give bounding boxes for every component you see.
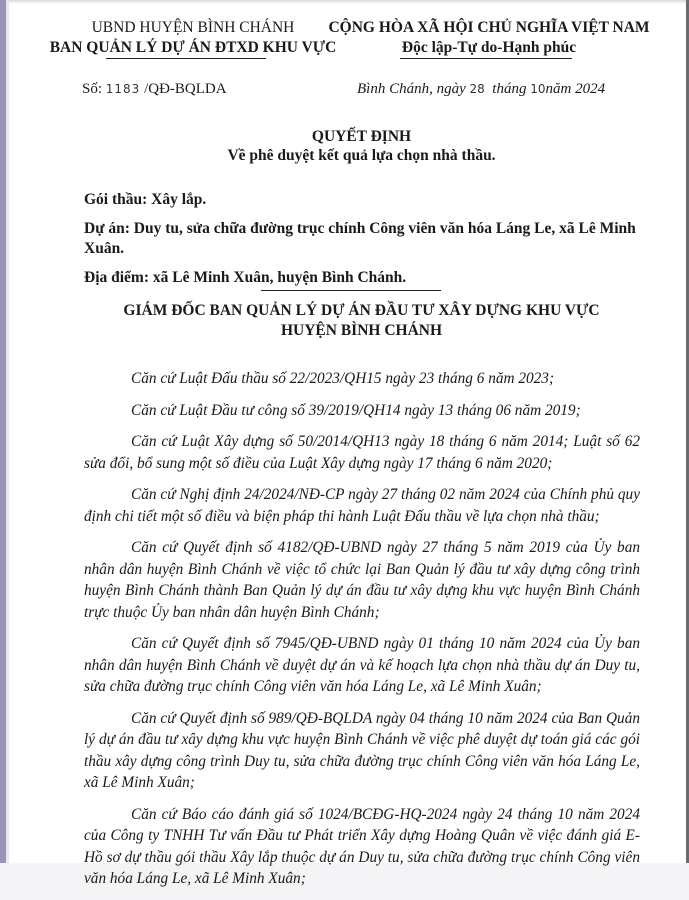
legal-basis-item: Căn cứ Quyết định số 7945/QĐ-UBND ngày 01 tháng 10 năm 2024 của Ủy ban nhân dân huyện Bình Chánh về duyệt dự án và kế hoạch lựa chọn nhà thầu dự án Duy tu, sửa chữa đường trục chính Công viên văn hóa Láng Le, xã Lê Minh Xuân; — [84, 635, 640, 695]
country-name: CỘNG HÒA XÃ HỘI CHỦ NGHĨA VIỆT NAM — [328, 19, 650, 36]
date-place: Bình Chánh, ngày — [357, 81, 466, 97]
document-header — [9, 18, 686, 78]
agency-name: BAN QUẢN LÝ DỰ ÁN ĐTXD KHU VỰC — [49, 39, 337, 56]
issuing-agency — [43, 18, 343, 58]
document-date — [357, 81, 605, 98]
motto: Độc lập-Tự do-Hạnh phúc — [401, 39, 577, 56]
handwritten-day: 28 — [469, 82, 485, 96]
legal-basis-item: Căn cứ Luật Xây dựng số 50/2014/QH13 ngày 18 tháng 6 năm 2014; Luật số 62 sửa đổi, bổ sung một số điều của Luật Xây dựng ngày 17 tháng 6 năm 2020; — [84, 433, 640, 472]
meta-package: Gói thầu: Xây lắp. — [84, 191, 207, 208]
number-prefix: Số: — [82, 81, 103, 97]
motto-underline — [400, 58, 572, 59]
document-number — [82, 81, 227, 98]
legal-basis-item: Căn cứ Quyết định số 4182/QĐ-UBND ngày 27 tháng 5 năm 2019 của Ủy ban nhân dân huyện Bình Chánh về việc tổ chức lại Ban Quản lý đầu tư xây dựng công trình huyện Bình Chánh thành Ban Quản lý dự án đầu tư xây dựng khu vực huyện Bình Chánh trực thuộc Ủy ban nhân dân huyện Bình Chánh; — [84, 539, 640, 621]
national-motto — [309, 18, 669, 58]
section-divider — [261, 290, 441, 291]
meta-project: Dự án: Duy tu, sửa chữa đường trục chính Công viên văn hóa Láng Le, xã Lê Minh Xuân. — [84, 220, 636, 257]
page-top-shadow — [9, 0, 686, 4]
legal-bases — [84, 368, 640, 900]
authority-line-2: HUYỆN BÌNH CHÁNH — [280, 322, 443, 339]
legal-basis-item: Căn cứ Nghị định 24/2024/NĐ-CP ngày 27 tháng 02 năm 2024 của Chính phủ quy định chi tiết một số điều và biện pháp thi hành Luật Đấu thầu về lựa chọn nhà thầu; — [84, 486, 640, 525]
number-suffix: /QĐ-BQLDA — [144, 81, 227, 97]
title-subtitle: Về phê duyệt kết quả lựa chọn nhà thầu. — [227, 147, 496, 164]
legal-basis-item: Căn cứ Quyết định số 989/QĐ-BQLDA ngày 04 tháng 10 năm 2024 của Ban Quản lý dự án đầu tư xây dựng khu vực huyện Bình Chánh về việc phê duyệt dự toán giá các gói thầu xây dựng công trình Duy tu, sửa chữa đường trục chính Công viên văn hóa Láng Le, xã Lê Minh Xuân; — [84, 709, 640, 791]
authority-line-1: GIÁM ĐỐC BAN QUẢN LÝ DỰ ÁN ĐẦU TƯ XÂY DỰNG KHU VỰC — [123, 302, 600, 319]
handwritten-number: 1183 — [105, 82, 141, 96]
decision-title — [9, 127, 686, 165]
bid-package-info — [84, 190, 644, 297]
legal-basis-item: Căn cứ Luật Đầu tư công số 39/2019/QH14 ngày 13 tháng 06 năm 2019; — [131, 401, 581, 419]
legal-basis-item: Căn cứ Luật Đấu thầu số 22/2023/QH15 ngày 23 tháng 6 năm 2023; — [131, 370, 555, 387]
month-label: tháng — [492, 81, 527, 97]
title-main: QUYẾT ĐỊNH — [311, 128, 412, 145]
issuing-authority — [9, 301, 686, 341]
legal-basis-item: Căn cứ Báo cáo đánh giá số 1024/BCĐG-HQ-2024 ngày 24 tháng 10 năm 2024 của Công ty TNHH Tư vấn Đầu tư Phát triển Xây dựng Hoàng Quân về việc đánh giá E-Hồ sơ dự thầu gói thầu Xây lắp thuộc dự án Duy tu, sửa chữa đường trục chính Công viên văn hóa Láng Le, xã Lê Minh Xuân; — [84, 805, 640, 887]
year-text: năm 2024 — [545, 81, 606, 97]
agency-underline — [106, 58, 266, 59]
handwritten-month: 10 — [530, 82, 546, 96]
meta-location: Địa điểm: xã Lê Minh Xuân, huyện Bình Chánh. — [84, 269, 407, 286]
agency-parent: UBND HUYỆN BÌNH CHÁNH — [91, 19, 295, 36]
